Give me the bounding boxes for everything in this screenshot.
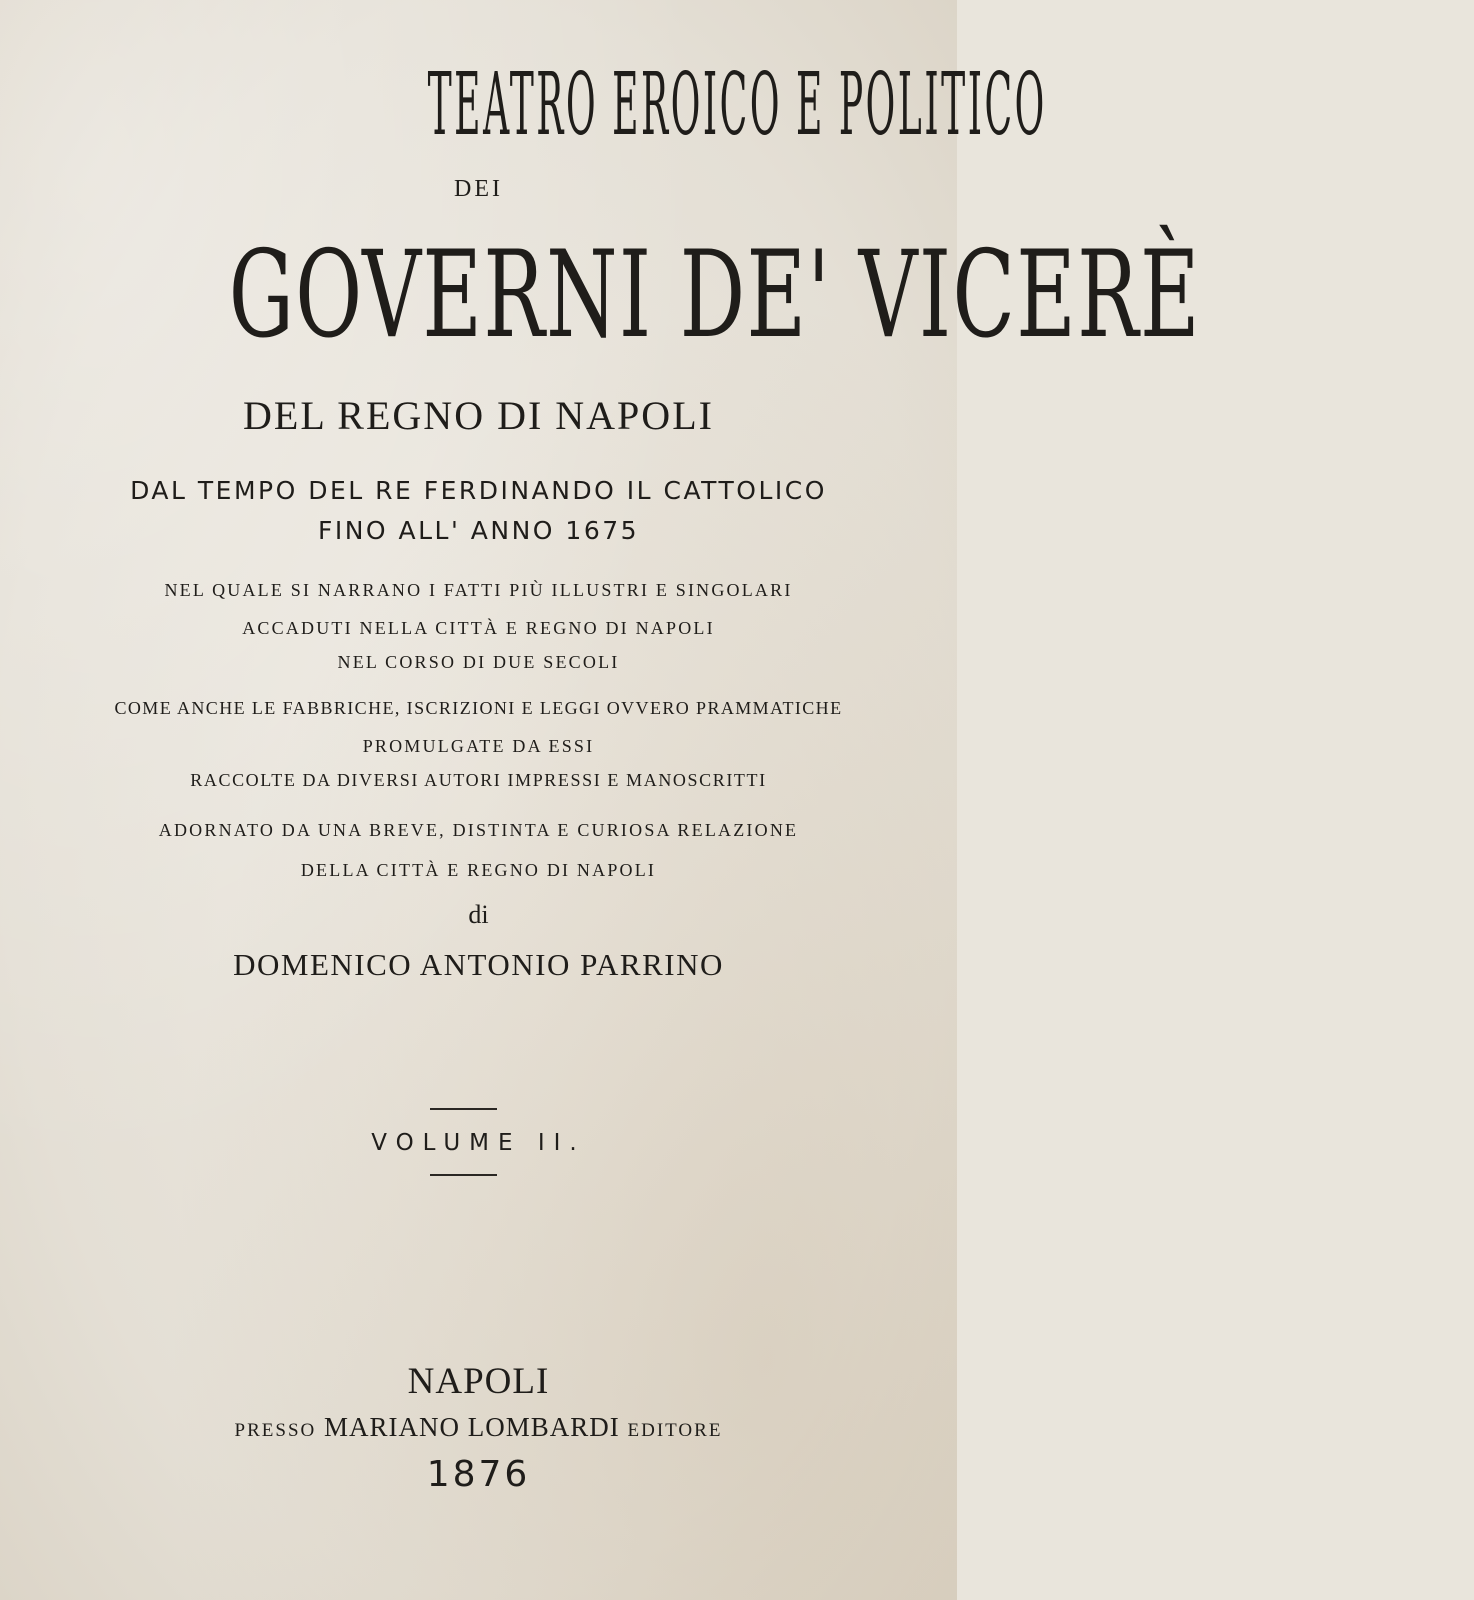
divider-rule <box>430 1108 497 1110</box>
publication-year: 1876 <box>426 1454 531 1495</box>
description-line: NEL CORSO DI DUE SECOLI <box>337 652 620 672</box>
description-line: PROMULGATE DA ESSI <box>362 736 595 756</box>
period-line-1: DAL TEMPO DEL RE FERDINANDO IL CATTOLICO <box>130 476 827 505</box>
description-line: DELLA CITTÀ E REGNO DI NAPOLI <box>300 860 657 880</box>
description-line: ACCADUTI NELLA CITTÀ E REGNO DI NAPOLI <box>242 618 715 638</box>
publisher-suffix: EDITORE <box>627 1420 723 1441</box>
publisher-prefix: PRESSO <box>234 1420 317 1441</box>
description-line: COME ANCHE LE FABBRICHE, ISCRIZIONI E LEGGI OVVERO PRAMMATICHE <box>114 698 843 718</box>
publication-place: NAPOLI <box>407 1361 550 1402</box>
subtitle: DEL REGNO DI NAPOLI <box>243 393 714 438</box>
divider-rule <box>430 1174 497 1176</box>
publisher-name: MARIANO LOMBARDI <box>324 1412 620 1442</box>
title-line-1-text: TEATRO EROICO E POLITICO <box>427 55 1047 155</box>
author-prefix: di <box>468 900 489 929</box>
title-line-2-text: GOVERNI DE' VICERÈ <box>228 226 1201 365</box>
period-line-2: FINO ALL' ANNO 1675 <box>317 516 640 545</box>
volume-number: VOLUME II. <box>371 1130 586 1156</box>
title-line-1 <box>0 55 1047 155</box>
description-line: RACCOLTE DA DIVERSI AUTORI IMPRESSI E MANOSCRITTI <box>190 770 767 790</box>
description-line: ADORNATO DA UNA BREVE, DISTINTA E CURIOSA RELAZIONE <box>158 820 799 840</box>
title-line-2 <box>0 226 1201 365</box>
publisher-line <box>0 1412 957 1443</box>
title-connector: DEI <box>454 176 503 202</box>
description-line: NEL QUALE SI NARRANO I FATTI PIÙ ILLUSTRI E SINGOLARI <box>164 580 793 600</box>
author-name: DOMENICO ANTONIO PARRINO <box>233 947 724 982</box>
